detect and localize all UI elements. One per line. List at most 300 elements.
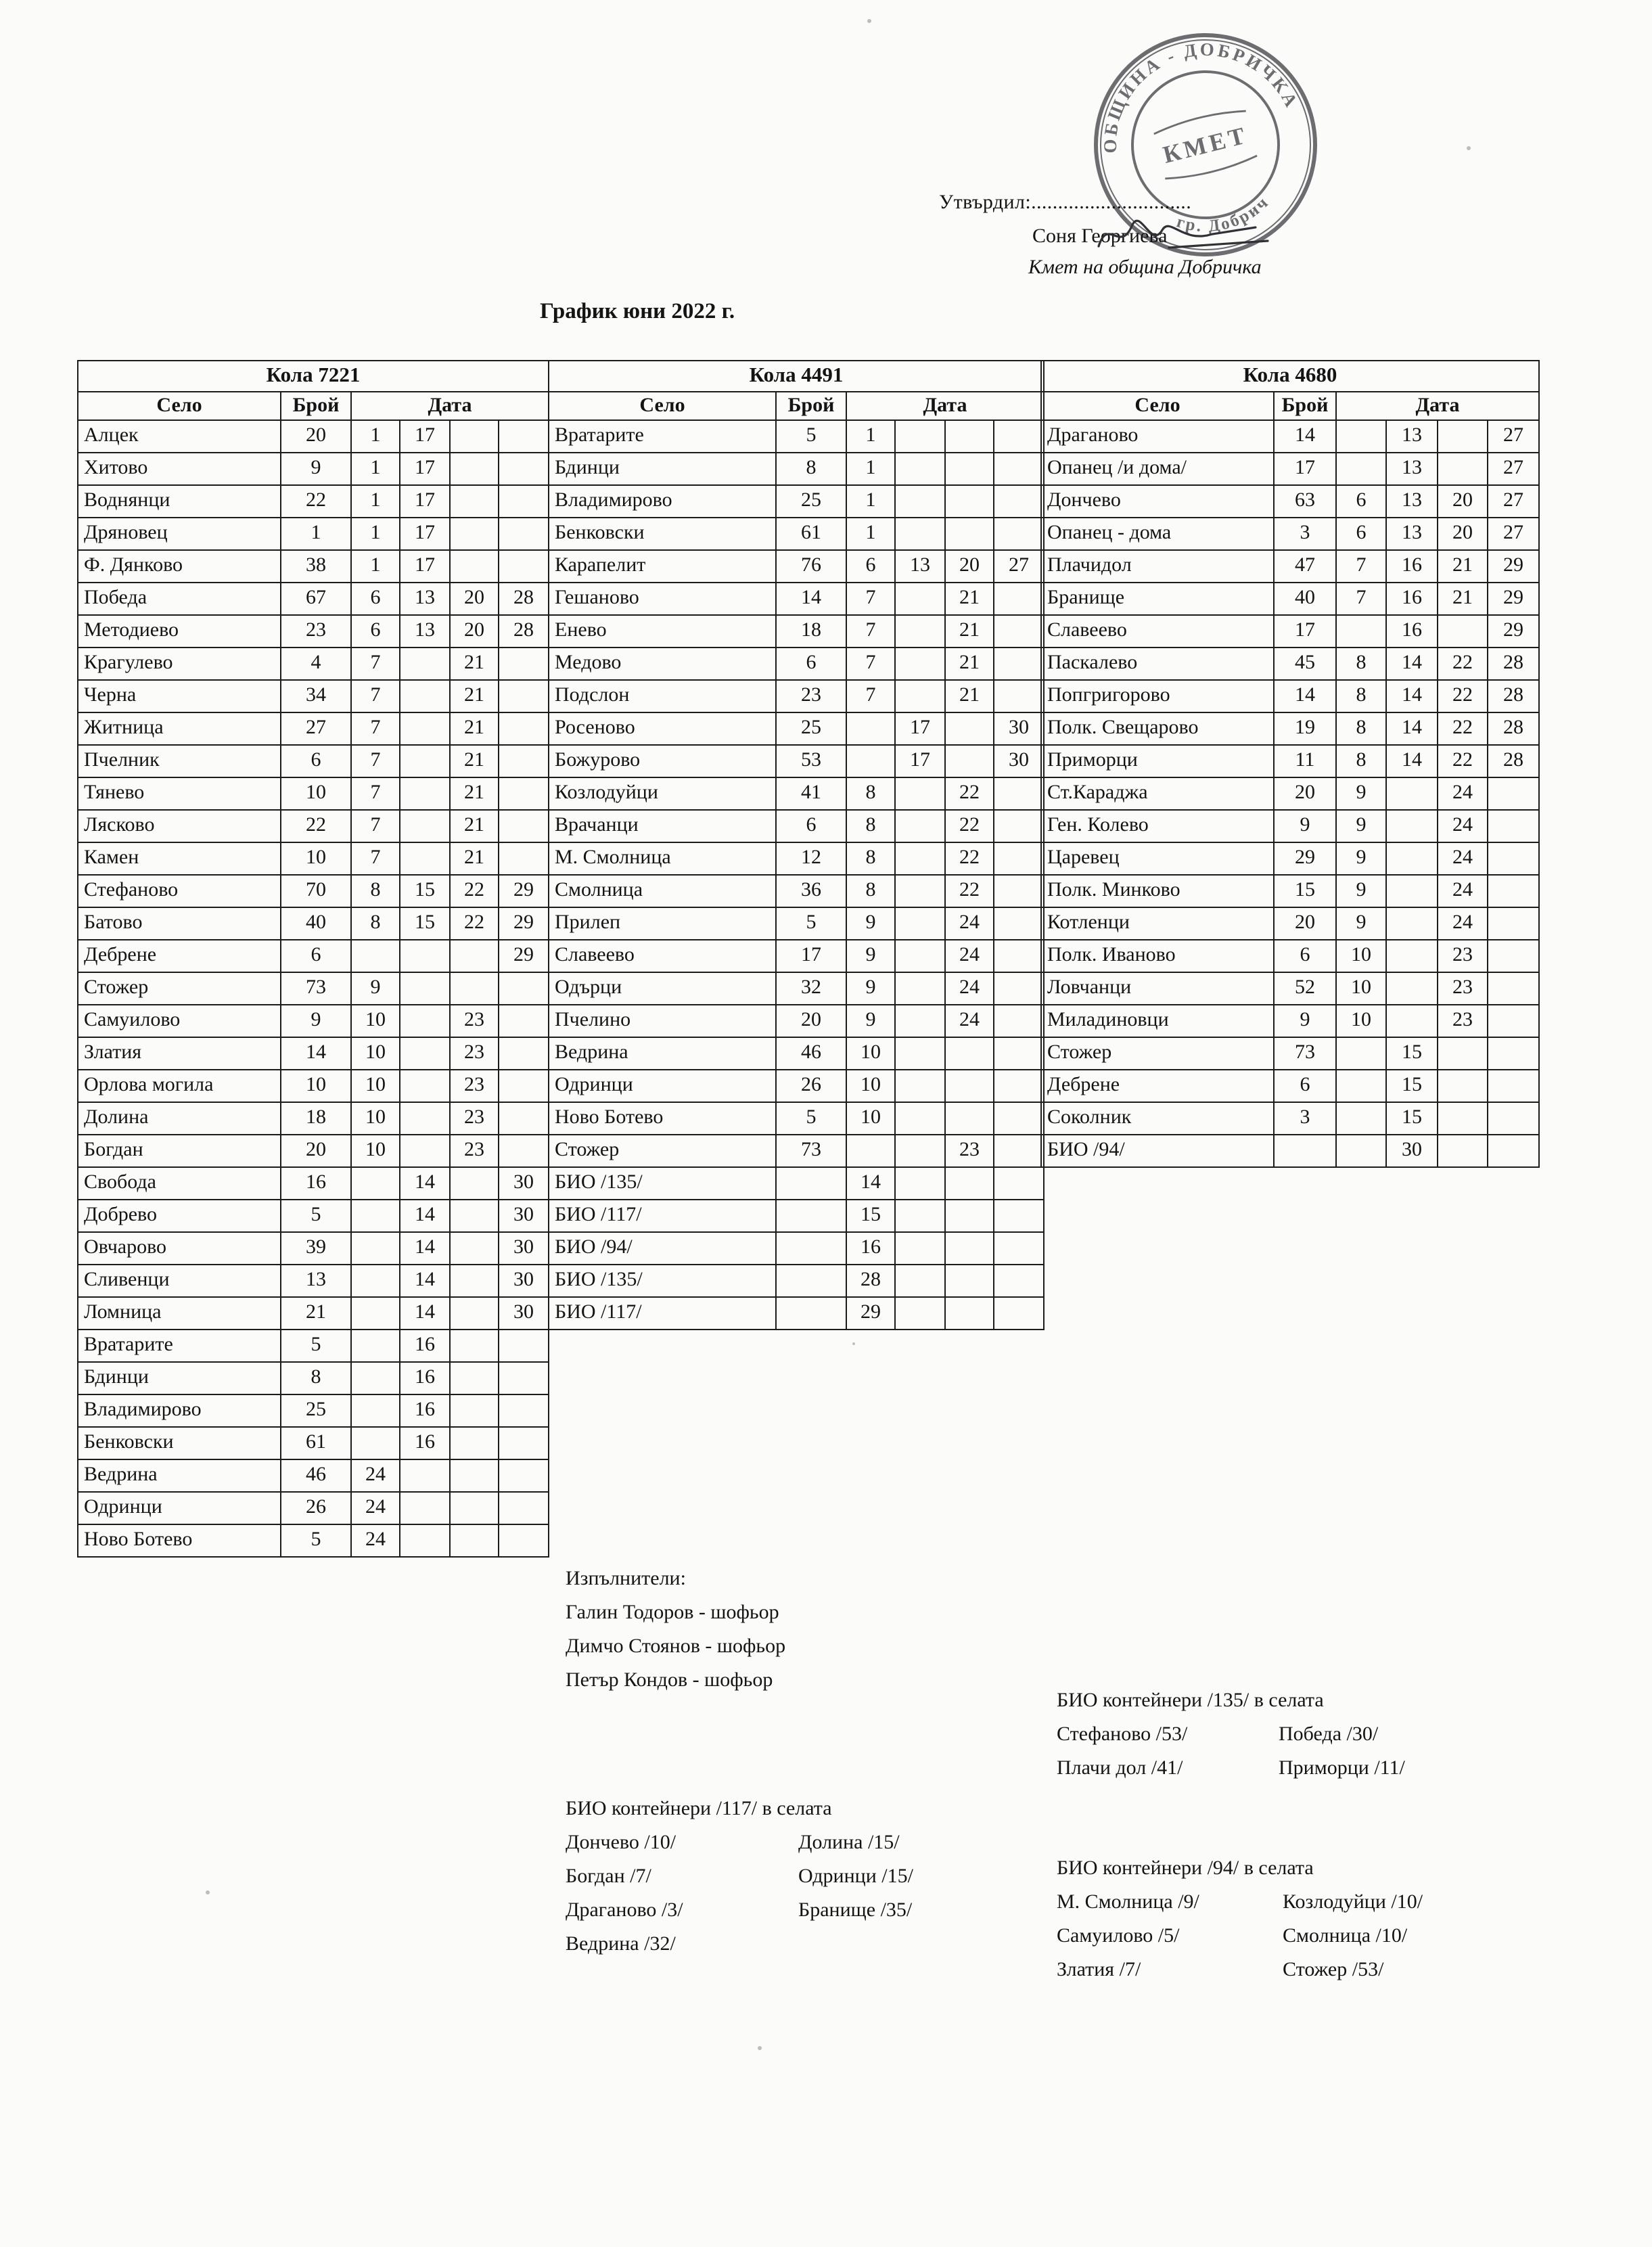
date-cell: 29	[846, 1297, 895, 1330]
table-subheader-row	[1041, 392, 1539, 420]
count-cell: 70	[281, 875, 351, 907]
village-cell: Дончево	[1041, 485, 1274, 518]
date-cell	[994, 518, 1044, 550]
count-cell: 27	[281, 712, 351, 745]
count-cell: 3	[1274, 1102, 1336, 1135]
date-cell: 13	[1386, 485, 1438, 518]
bio-entry: Драганово /3/	[566, 1900, 683, 1922]
bio-entry: Златия /7/	[1057, 1959, 1141, 1981]
village-cell: Славеево	[1041, 615, 1274, 648]
date-cell	[945, 1297, 994, 1330]
date-cell	[450, 1492, 499, 1524]
table-row	[549, 485, 1044, 518]
date-cell: 29	[1488, 583, 1539, 615]
bio-entry: Смолница /10/	[1283, 1926, 1408, 1947]
village-cell: Царевец	[1041, 842, 1274, 875]
date-cell: 7	[846, 583, 895, 615]
date-cell: 7	[846, 648, 895, 680]
date-cell	[945, 1102, 994, 1135]
date-cell: 17	[400, 453, 450, 485]
date-cell: 7	[351, 648, 400, 680]
date-cell: 24	[351, 1492, 400, 1524]
table-row	[549, 583, 1044, 615]
date-cell: 28	[499, 615, 549, 648]
village-cell: БИО /117/	[549, 1297, 776, 1330]
village-cell: БИО /94/	[549, 1232, 776, 1265]
count-cell: 73	[776, 1135, 846, 1167]
bio-entry: Одринци /15/	[798, 1866, 913, 1888]
village-cell: Гешаново	[549, 583, 776, 615]
count-cell: 52	[1274, 972, 1336, 1005]
date-cell	[994, 1070, 1044, 1102]
bio-row	[1057, 1886, 1423, 1920]
date-cell: 21	[450, 842, 499, 875]
date-cell: 24	[351, 1524, 400, 1557]
scan-speck	[1467, 146, 1471, 150]
date-cell	[945, 1070, 994, 1102]
date-cell	[450, 1524, 499, 1557]
date-cell	[499, 518, 549, 550]
bio-row	[566, 1928, 913, 1962]
date-cell: 15	[400, 907, 450, 940]
bio-block-title: БИО контейнери /94/ в селата	[1057, 1858, 1314, 1880]
village-cell: Ломница	[78, 1297, 281, 1330]
date-cell	[1336, 1037, 1386, 1070]
date-cell: 9	[846, 940, 895, 972]
date-cell	[1438, 420, 1488, 453]
date-cell: 22	[450, 875, 499, 907]
date-cell	[1386, 777, 1438, 810]
date-cell	[400, 1005, 450, 1037]
count-cell: 10	[281, 1070, 351, 1102]
count-cell: 9	[1274, 810, 1336, 842]
date-cell: 24	[945, 1005, 994, 1037]
count-cell	[776, 1265, 846, 1297]
date-cell: 14	[400, 1265, 450, 1297]
village-cell: Свобода	[78, 1167, 281, 1200]
date-cell: 1	[846, 485, 895, 518]
count-cell: 63	[1274, 485, 1336, 518]
village-cell: Одринци	[549, 1070, 776, 1102]
count-cell: 6	[281, 745, 351, 777]
village-cell: М. Смолница	[549, 842, 776, 875]
village-cell: Ф. Дянково	[78, 550, 281, 583]
date-cell: 28	[846, 1265, 895, 1297]
date-cell: 16	[400, 1362, 450, 1394]
date-cell	[351, 1330, 400, 1362]
table-row	[78, 842, 549, 875]
bio-entry: Приморци /11/	[1279, 1758, 1405, 1779]
date-cell	[994, 875, 1044, 907]
date-cell: 29	[499, 907, 549, 940]
date-cell: 14	[1386, 745, 1438, 777]
bio-entry	[798, 1928, 913, 1962]
village-cell: Златия	[78, 1037, 281, 1070]
count-cell: 23	[776, 680, 846, 712]
date-cell	[945, 712, 994, 745]
date-cell: 16	[400, 1394, 450, 1427]
table-row	[78, 1492, 549, 1524]
date-cell	[945, 485, 994, 518]
date-cell	[895, 1265, 945, 1297]
date-cell	[1488, 842, 1539, 875]
village-cell: Ново Ботево	[78, 1524, 281, 1557]
date-cell	[895, 1200, 945, 1232]
schedule-table-2	[548, 360, 1045, 1330]
village-cell: Житница	[78, 712, 281, 745]
table-row	[78, 1330, 549, 1362]
table-row	[78, 875, 549, 907]
date-cell	[351, 1167, 400, 1200]
table-row	[549, 875, 1044, 907]
table-row	[549, 810, 1044, 842]
date-cell	[450, 940, 499, 972]
village-cell: Хитово	[78, 453, 281, 485]
date-cell: 24	[1438, 810, 1488, 842]
count-cell: 17	[1274, 453, 1336, 485]
date-cell: 23	[450, 1037, 499, 1070]
table-row	[549, 842, 1044, 875]
date-cell	[400, 1070, 450, 1102]
date-cell: 30	[994, 745, 1044, 777]
village-cell: Ведрина	[78, 1459, 281, 1492]
date-cell: 13	[1386, 518, 1438, 550]
date-cell: 22	[945, 777, 994, 810]
stamp-top-text: ОБЩИНА - ДОБРИЧКА	[1099, 39, 1303, 154]
date-cell: 14	[400, 1167, 450, 1200]
date-cell: 13	[895, 550, 945, 583]
date-cell	[1488, 1070, 1539, 1102]
date-cell: 9	[846, 1005, 895, 1037]
village-header: Село	[1041, 392, 1274, 420]
count-cell: 67	[281, 583, 351, 615]
table-row	[1041, 453, 1539, 485]
village-cell: Бенковски	[78, 1427, 281, 1459]
date-cell	[994, 1005, 1044, 1037]
count-cell: 1	[281, 518, 351, 550]
table-row	[78, 1362, 549, 1394]
date-cell	[1438, 453, 1488, 485]
count-cell	[776, 1297, 846, 1330]
date-cell: 9	[846, 907, 895, 940]
date-cell: 8	[846, 842, 895, 875]
date-cell	[499, 1070, 549, 1102]
date-cell	[351, 1265, 400, 1297]
date-cell	[499, 420, 549, 453]
date-cell: 21	[945, 583, 994, 615]
bio-entry: Богдан /7/	[566, 1866, 651, 1888]
bio-entry: Козлодуйци /10/	[1283, 1892, 1423, 1913]
count-cell: 13	[281, 1265, 351, 1297]
date-cell: 10	[846, 1037, 895, 1070]
table-row	[78, 1005, 549, 1037]
date-cell: 24	[1438, 907, 1488, 940]
count-cell: 10	[281, 777, 351, 810]
village-cell: Плачидол	[1041, 550, 1274, 583]
table-row	[1041, 907, 1539, 940]
executor-name: Димчо Стоянов - шофьор	[566, 1636, 786, 1658]
table-row	[549, 518, 1044, 550]
count-cell: 12	[776, 842, 846, 875]
table-row	[78, 1394, 549, 1427]
count-cell: 3	[1274, 518, 1336, 550]
date-cell: 7	[351, 777, 400, 810]
date-cell: 22	[1438, 745, 1488, 777]
village-cell: Драганово	[1041, 420, 1274, 453]
date-cell	[400, 1102, 450, 1135]
date-cell: 17	[895, 712, 945, 745]
date-cell	[450, 485, 499, 518]
executors-title: Изпълнители:	[566, 1568, 686, 1590]
date-cell: 17	[400, 420, 450, 453]
date-cell: 21	[945, 680, 994, 712]
date-cell: 9	[1336, 875, 1386, 907]
village-cell: Котленци	[1041, 907, 1274, 940]
village-cell: Тянево	[78, 777, 281, 810]
date-cell: 13	[400, 583, 450, 615]
village-cell: Владимирово	[78, 1394, 281, 1427]
date-cell	[895, 1297, 945, 1330]
count-cell: 36	[776, 875, 846, 907]
table-row	[1041, 1070, 1539, 1102]
village-cell: Пчелник	[78, 745, 281, 777]
date-cell: 9	[1336, 907, 1386, 940]
table-row	[78, 907, 549, 940]
date-cell	[499, 1362, 549, 1394]
date-cell	[450, 1200, 499, 1232]
village-cell: Прилеп	[549, 907, 776, 940]
count-cell: 46	[281, 1459, 351, 1492]
village-cell: Крагулево	[78, 648, 281, 680]
date-cell	[895, 777, 945, 810]
count-cell: 6	[776, 810, 846, 842]
date-cell: 17	[400, 550, 450, 583]
bio-entry: Дончево /10/	[566, 1832, 676, 1854]
date-cell: 10	[1336, 940, 1386, 972]
bio-row	[1057, 1719, 1405, 1752]
date-cell	[895, 453, 945, 485]
village-cell: Врачанци	[549, 810, 776, 842]
executor-name: Галин Тодоров - шофьор	[566, 1602, 779, 1624]
table-row	[1041, 485, 1539, 518]
date-cell: 29	[1488, 550, 1539, 583]
table-row	[549, 550, 1044, 583]
date-cell	[945, 453, 994, 485]
date-cell: 17	[400, 485, 450, 518]
date-cell	[994, 1265, 1044, 1297]
table-row	[78, 518, 549, 550]
date-cell	[945, 1200, 994, 1232]
date-cell	[450, 1167, 499, 1200]
date-cell	[1438, 1135, 1488, 1167]
bio-entry: М. Смолница /9/	[1057, 1892, 1199, 1913]
village-cell: Победа	[78, 583, 281, 615]
table-row	[78, 1102, 549, 1135]
date-cell: 27	[994, 550, 1044, 583]
date-cell	[895, 810, 945, 842]
date-cell: 14	[400, 1232, 450, 1265]
car-title: Кола 4491	[549, 361, 1044, 392]
count-cell: 41	[776, 777, 846, 810]
count-cell: 20	[1274, 907, 1336, 940]
date-cell: 7	[351, 712, 400, 745]
count-cell: 47	[1274, 550, 1336, 583]
date-cell	[351, 1232, 400, 1265]
village-cell: Опанец - дома	[1041, 518, 1274, 550]
date-cell: 1	[351, 453, 400, 485]
table-row	[549, 907, 1044, 940]
village-cell: Батово	[78, 907, 281, 940]
count-cell: 18	[776, 615, 846, 648]
table-row	[78, 680, 549, 712]
count-cell: 5	[776, 420, 846, 453]
count-cell: 73	[281, 972, 351, 1005]
date-cell	[450, 1297, 499, 1330]
date-cell: 14	[1386, 648, 1438, 680]
date-cell	[499, 1492, 549, 1524]
table-row	[549, 420, 1044, 453]
village-cell: Опанец /и дома/	[1041, 453, 1274, 485]
date-cell	[499, 453, 549, 485]
date-cell	[450, 518, 499, 550]
date-cell	[450, 420, 499, 453]
date-cell	[400, 1037, 450, 1070]
count-cell: 53	[776, 745, 846, 777]
date-cell	[1438, 1102, 1488, 1135]
date-cell: 13	[400, 615, 450, 648]
date-cell	[994, 420, 1044, 453]
date-cell	[895, 485, 945, 518]
date-cell: 30	[499, 1167, 549, 1200]
date-cell	[1488, 1037, 1539, 1070]
date-cell	[499, 777, 549, 810]
date-cell: 16	[400, 1427, 450, 1459]
table-row	[78, 1135, 549, 1167]
count-cell: 14	[1274, 420, 1336, 453]
table-row	[549, 940, 1044, 972]
table-subheader-row	[78, 392, 549, 420]
table-row	[1041, 940, 1539, 972]
date-cell: 21	[450, 810, 499, 842]
bio-block-title: БИО контейнери /135/ в селата	[1057, 1690, 1324, 1712]
date-cell: 23	[450, 1070, 499, 1102]
date-cell: 27	[1488, 485, 1539, 518]
date-cell	[994, 615, 1044, 648]
date-cell	[351, 1427, 400, 1459]
date-cell: 7	[351, 842, 400, 875]
date-cell: 24	[1438, 777, 1488, 810]
date-cell: 9	[351, 972, 400, 1005]
date-cell	[499, 680, 549, 712]
car-title: Кола 4680	[1041, 361, 1539, 392]
date-cell: 22	[1438, 648, 1488, 680]
date-cell	[1336, 1102, 1386, 1135]
village-cell: Дебрене	[1041, 1070, 1274, 1102]
date-cell	[1386, 907, 1438, 940]
date-cell: 10	[846, 1102, 895, 1135]
village-cell: Енево	[549, 615, 776, 648]
count-cell: 8	[776, 453, 846, 485]
village-cell: Орлова могила	[78, 1070, 281, 1102]
date-cell	[1488, 810, 1539, 842]
table-row	[1041, 777, 1539, 810]
date-cell: 14	[1386, 680, 1438, 712]
date-cell: 29	[499, 940, 549, 972]
bio-entry: Победа /30/	[1279, 1724, 1379, 1746]
village-cell: Алцек	[78, 420, 281, 453]
date-cell	[499, 1037, 549, 1070]
count-cell: 6	[1274, 1070, 1336, 1102]
date-cell	[1488, 1102, 1539, 1135]
date-cell	[450, 1362, 499, 1394]
stamp-bottom-text: гр. Добрич	[1174, 192, 1273, 236]
table-row	[1041, 972, 1539, 1005]
count-cell: 11	[1274, 745, 1336, 777]
count-cell: 26	[281, 1492, 351, 1524]
date-cell: 20	[945, 550, 994, 583]
date-cell	[400, 745, 450, 777]
date-cell	[994, 1297, 1044, 1330]
date-header: Дата	[351, 392, 549, 420]
count-cell: 40	[281, 907, 351, 940]
count-cell: 17	[1274, 615, 1336, 648]
date-cell: 1	[351, 420, 400, 453]
village-cell: БИО /94/	[1041, 1135, 1274, 1167]
count-cell: 25	[776, 485, 846, 518]
count-cell: 6	[776, 648, 846, 680]
count-cell: 46	[776, 1037, 846, 1070]
date-cell: 8	[846, 810, 895, 842]
count-cell: 16	[281, 1167, 351, 1200]
date-cell	[351, 1297, 400, 1330]
count-cell: 38	[281, 550, 351, 583]
count-cell: 9	[281, 453, 351, 485]
date-cell	[994, 907, 1044, 940]
date-cell	[945, 1037, 994, 1070]
date-cell: 8	[1336, 648, 1386, 680]
date-cell	[400, 777, 450, 810]
village-cell: Соколник	[1041, 1102, 1274, 1135]
count-header: Брой	[281, 392, 351, 420]
village-cell: Пчелино	[549, 1005, 776, 1037]
date-cell	[895, 1005, 945, 1037]
date-cell: 16	[1386, 583, 1438, 615]
table-row	[549, 972, 1044, 1005]
date-cell: 20	[450, 583, 499, 615]
date-cell	[945, 745, 994, 777]
date-cell	[994, 972, 1044, 1005]
date-cell	[1336, 453, 1386, 485]
date-cell: 23	[450, 1102, 499, 1135]
table-row	[1041, 810, 1539, 842]
table-row	[549, 777, 1044, 810]
village-cell: Стожер	[1041, 1037, 1274, 1070]
table-row	[78, 1297, 549, 1330]
table-row	[1041, 518, 1539, 550]
date-cell	[499, 972, 549, 1005]
village-cell: Славеево	[549, 940, 776, 972]
date-cell	[1386, 940, 1438, 972]
table-row	[549, 1297, 1044, 1330]
date-cell	[499, 1135, 549, 1167]
scan-speck	[867, 19, 871, 23]
date-cell	[994, 1037, 1044, 1070]
count-cell: 73	[1274, 1037, 1336, 1070]
date-cell	[945, 518, 994, 550]
table-row	[78, 1200, 549, 1232]
date-cell	[499, 1102, 549, 1135]
table-header-row	[549, 361, 1044, 392]
